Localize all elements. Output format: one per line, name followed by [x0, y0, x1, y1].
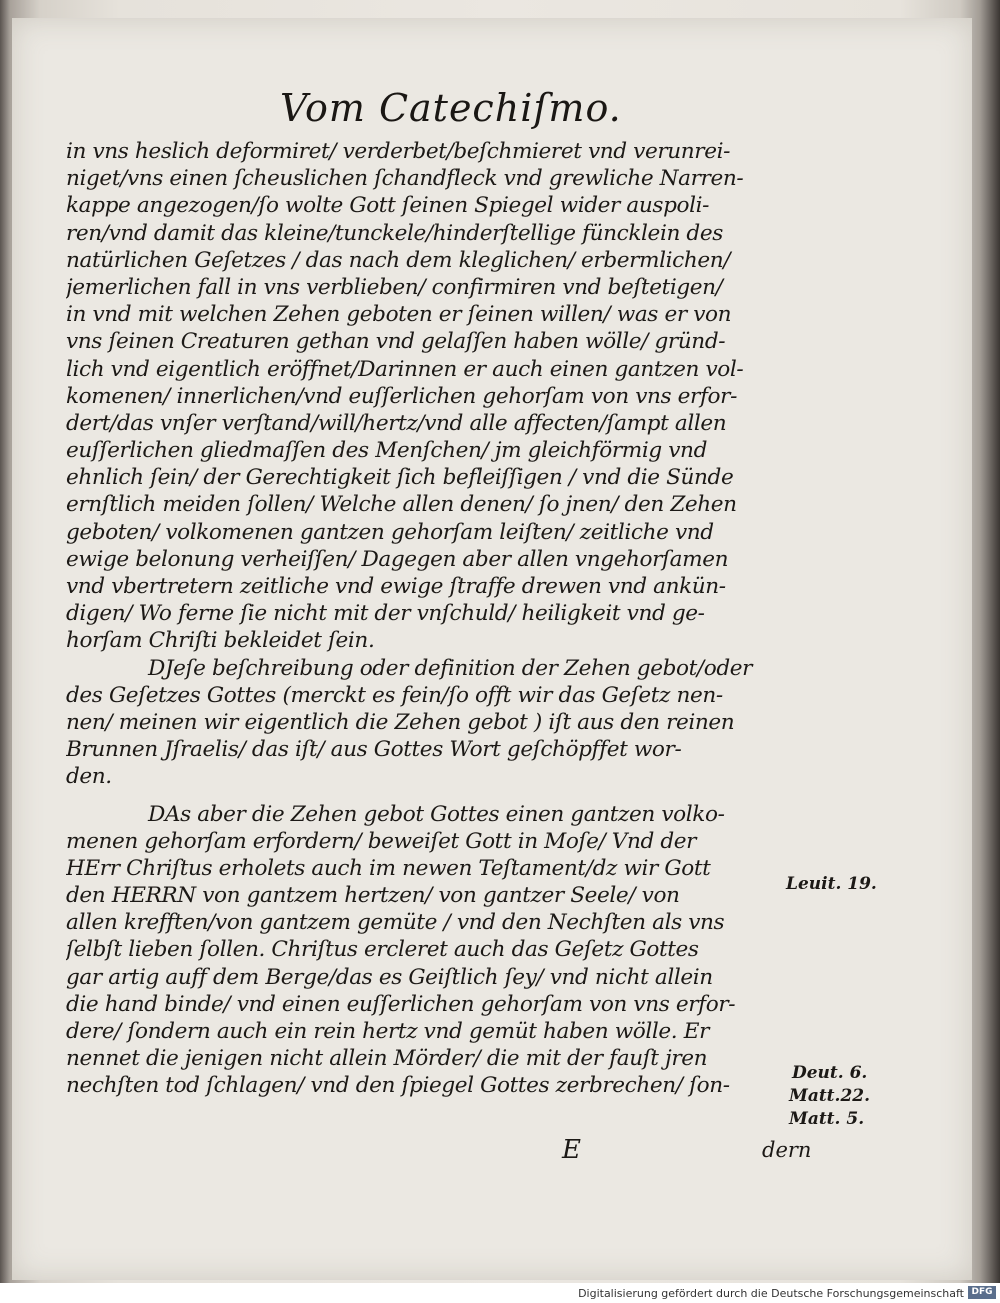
text-line: ren/vnd damit das kleine/tunckele/hinderſtellige füncklein des — [66, 220, 723, 246]
text-line: HErr Chriſtus erholets auch im newen Teſtament/dz wir Gott — [66, 855, 711, 881]
text-line: nennet die jenigen nicht allein Mörder/ die mit der fauſt jren — [66, 1046, 708, 1072]
text-line: die hand binde/ vnd einen euſſerlichen gehorſam von vns erfor- — [66, 991, 736, 1017]
dfg-logo: DFG — [968, 1286, 996, 1299]
text-line: in vnd mit welchen Zehen geboten er ſeinen willen/ was er von — [66, 302, 732, 328]
text-line: horſam Chriſti bekleidet ſein. — [66, 628, 375, 654]
paragraph-1 — [66, 138, 778, 655]
text-line: ehnlich ſein/ der Gerechtigkeit ſich befleiſſigen / vnd die Sünde — [66, 465, 734, 491]
text-line: komenen/ innerlichen/vnd euſſerlichen gehorſam von vns erfor- — [66, 383, 737, 409]
text-line: gar artig auff dem Berge/das es Geiſtlich ſey/ vnd nicht allein — [66, 964, 713, 990]
text-line: DJeſe beſchreibung oder definition der Zehen gebot/oder — [148, 655, 753, 681]
text-line: dert/das vnſer verſtand/will/hertz/vnd alle affecten/ſampt allen — [66, 410, 727, 436]
text-line: ewige belonung verheiſſen/ Dagegen aber allen vngehorſamen — [66, 546, 729, 572]
text-line: euſſerlichen gliedmaſſen des Menſchen/ jm gleichförmig vnd — [66, 438, 707, 464]
text-line: vns ſeinen Creaturen gethan vnd gelaſſen haben wölle/ gründ- — [66, 329, 726, 355]
text-line: digen/ Wo ferne ſie nicht mit der vnſchuld/ heiligkeit vnd ge- — [66, 601, 705, 627]
text-line: lich vnd eigentlich eröffnet/Darinnen er auch einen gantzen vol- — [66, 356, 744, 382]
text-line: natürlichen Geſetzes / das nach dem kleglichen/ erbermlichen/ — [66, 247, 731, 273]
margin-note-matt5: Matt. 5. — [789, 1109, 865, 1129]
text-line: vnd vbertretern zeitliche vnd ewige ſtraffe drewen vnd ankün- — [66, 574, 726, 599]
signature-mark: E — [562, 1135, 581, 1165]
text-line: den HERRN von gantzem hertzen/ von gantzer Seele/ von — [66, 883, 680, 909]
text-line: geboten/ volkomenen gantzen gehorſam leiſten/ zeitliche vnd — [66, 519, 714, 545]
text-line: niget/vns einen ſcheuslichen ſchandfleck vnd grewliche Narren- — [66, 166, 744, 192]
text-line: nen/ meinen wir eigentlich die Zehen gebot ) iſt aus den reinen — [66, 709, 735, 735]
text-line: menen gehorſam erfordern/ beweiſet Gott in Moſe/ Vnd der — [66, 828, 697, 854]
text-line: Brunnen Jſraelis/ das iſt/ aus Gottes Wort geſchöpffet wor- — [66, 737, 682, 763]
margin-note-deut: Deut. 6. — [792, 1063, 868, 1083]
text-line: nechſten tod ſchlagen/ vnd den ſpiegel Gottes zerbrechen/ ſon- — [66, 1073, 730, 1099]
funding-credit: Digitalisierung gefördert durch die Deutsche Forschungsgemeinschaft — [578, 1287, 964, 1300]
catchword: dern — [762, 1138, 812, 1162]
text-line: dere/ ſondern auch ein rein hertz vnd gemüt haben wölle. Er — [66, 1019, 710, 1044]
text-line: ſelbſt lieben ſollen. Chriſtus ercleret auch das Geſetz Gottes — [66, 937, 699, 963]
paragraph-3 — [66, 801, 778, 1100]
page-header: Vom Catechiſmo. — [280, 86, 622, 130]
text-line: des Geſetzes Gottes (merckt es fein/ſo offt wir das Geſetz nen- — [66, 682, 723, 708]
page-body — [66, 138, 778, 1100]
margin-note-matt22: Matt.22. — [789, 1086, 871, 1106]
text-line: DAs aber die Zehen gebot Gottes einen gantzen volko- — [148, 801, 725, 827]
margin-note-leuit: Leuit. 19. — [786, 874, 877, 894]
paragraph-2 — [66, 655, 778, 791]
text-line: ernſtlich meiden ſollen/ Welche allen denen/ ſo jnen/ den Zehen — [66, 492, 737, 518]
text-line: kappe angezogen/ſo wolte Gott ſeinen Spiegel wider auspoli- — [66, 193, 710, 219]
text-line: in vns heslich deformiret/ verderbet/beſchmieret vnd verunrei- — [66, 139, 730, 164]
text-line: allen krefften/von gantzem gemüte / vnd den Nechſten als vns — [66, 910, 725, 936]
text-line: den. — [66, 764, 112, 790]
footer-bar — [0, 1283, 1000, 1303]
text-line: jemerlichen fall in vns verblieben/ confirmiren vnd beſtetigen/ — [66, 274, 723, 300]
